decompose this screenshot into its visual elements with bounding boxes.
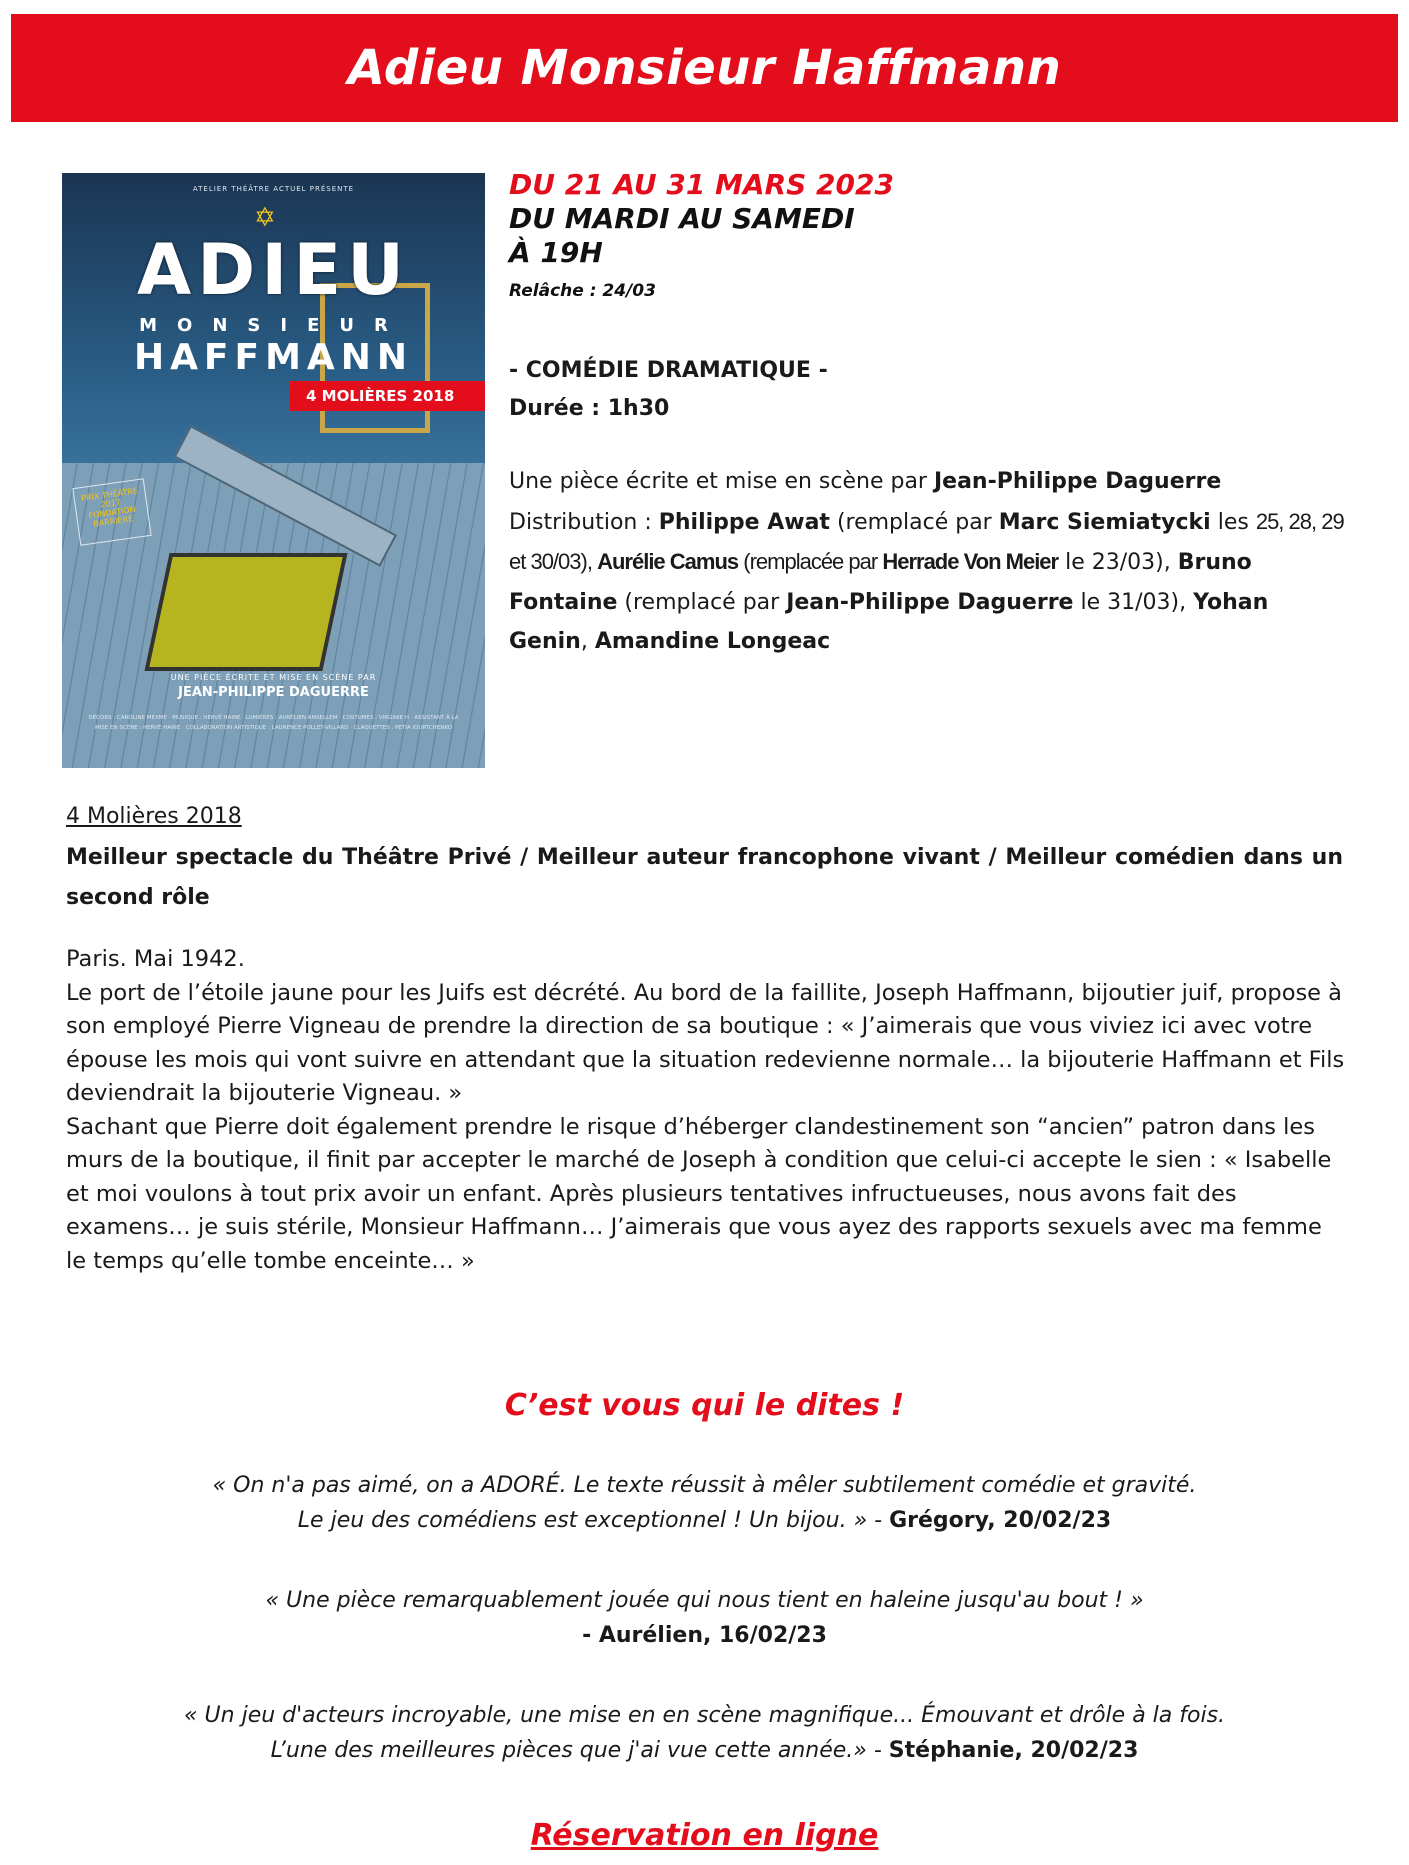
- show-relache: Relâche : 24/03: [509, 281, 656, 301]
- credits-actor: Philippe Awat: [658, 509, 830, 535]
- star-of-david-icon: ✡: [254, 203, 276, 233]
- review-quote: « Une pièce remarquablement jouée qui nous tient en haleine jusqu'au bout ! »: [265, 1588, 1144, 1613]
- credits-author: Jean-Philippe Daguerre: [933, 469, 1222, 494]
- show-genre: - COMÉDIE DRAMATIQUE -: [509, 358, 828, 383]
- credits-dist-label: Distribution :: [509, 509, 659, 535]
- poster-award-band: 4 MOLIÈRES 2018: [290, 381, 485, 411]
- review-author: Stéphanie, 20/02/23: [888, 1738, 1139, 1763]
- credits-actor: Bruno Fontaine: [509, 550, 1252, 615]
- credits-actor: Aurélie Camus: [597, 549, 739, 574]
- poster-title-main: ADIEU: [137, 229, 410, 311]
- show-info: [509, 168, 1354, 662]
- show-dates: DU 21 AU 31 MARS 2023: [509, 168, 894, 201]
- credits-actor: Amandine Longeac: [594, 629, 831, 654]
- header-banner: [11, 14, 1398, 122]
- credits-text: le 31/03),: [1073, 589, 1194, 615]
- page-title: Adieu Monsieur Haffmann: [347, 40, 1062, 96]
- synopsis: [66, 943, 1346, 1278]
- show-poster: [62, 173, 485, 768]
- credits-text: (remplacé par: [829, 509, 999, 535]
- poster-title-mid: MONSIEUR: [139, 315, 408, 336]
- poster-presenter: ATELIER THÉÂTRE ACTUEL PRÉSENTE: [192, 185, 355, 193]
- show-hour: À 19H: [509, 236, 603, 269]
- credits-actor: Yohan Genin: [509, 589, 1269, 654]
- synopsis-paragraph: Le port de l’étoile jaune pour les Juifs est décrété. Au bord de la faillite, Joseph Haffmann, bijoutier juif, propose à son employé Pierre Vigneau de prendre la direction de sa boutique : « J’aimerais que vous viviez ici avec votre épouse les mois qui vont suivre en attendant que la situation redevienne normale… la bijouterie Haffmann et Fils deviendrait la bijouterie Vigneau. »: [66, 979, 1345, 1106]
- review-quote: « On n'a pas aimé, on a ADORÉ. Le texte réussit à mêler subtilement comédie et gravité.: [212, 1473, 1197, 1498]
- credits-separator: ,: [580, 629, 595, 654]
- review-quote: L’une des meilleures pièces que j'ai vue cette année.» -: [270, 1738, 889, 1763]
- credits-text: (remplacé par: [617, 589, 787, 615]
- reservation-link-wrap: [0, 1818, 1409, 1853]
- review-item: [0, 1583, 1409, 1653]
- review-author: Grégory, 20/02/23: [889, 1508, 1112, 1533]
- credits-dates: 25, 28, 29 et 30/03),: [509, 508, 1344, 574]
- review-quote: Le jeu des comédiens est exceptionnel ! Un bijou. » -: [297, 1508, 890, 1533]
- review-quote: « Un jeu d'acteurs incroyable, une mise en en scène magnifique... Émouvant et drôle à la fois.: [183, 1703, 1226, 1728]
- credits-substitute: Herrade Von Meier: [882, 549, 1059, 574]
- poster-credit-line1: UNE PIÈCE ÉCRITE ET MISE EN SCÈNE PAR: [170, 673, 377, 682]
- poster-credit-line2: JEAN-PHILIPPE DAGUERRE: [178, 685, 369, 700]
- credits-substitute: Marc Siemiatycki: [998, 509, 1211, 535]
- show-credits: [509, 462, 1354, 662]
- poster-credit-small: DÉCORS : CAROLINE MEXME · MUSIQUE : HERVÉ HAINE · LUMIÈRES : AURÉLIEN AMSELLEM · COSTUMES : VIRGINIE H · ASSISTANT À LA MISE EN SCÈNE : HERVÉ HAINE · COLLABORATION ARTISTIQUE : LAURENCE POLLET-VILLARD · CLAQUETTES : PETIA IOURTCHENKO: [88, 715, 459, 731]
- credits-intro: Une pièce écrite et mise en scène par: [509, 469, 934, 494]
- show-days: DU MARDI AU SAMEDI: [509, 202, 855, 235]
- review-item: [0, 1468, 1409, 1538]
- show-duration: Durée : 1h30: [509, 396, 670, 421]
- poster-trapdoor: [144, 553, 347, 671]
- credits-substitute: Jean-Philippe Daguerre: [786, 589, 1074, 615]
- poster-prix-badge: PRIX THÉÂTRE 2017 FONDATION BARRIÈRE: [72, 478, 151, 545]
- awards-title: 4 Molières 2018: [66, 804, 242, 829]
- reservation-link[interactable]: Réservation en ligne: [530, 1818, 879, 1853]
- reviews-title: C’est vous qui le dites !: [504, 1388, 905, 1423]
- synopsis-paragraph: Sachant que Pierre doit également prendre le risque d’héberger clandestinement son “ancien” patron dans les murs de la boutique, il finit par accepter le marché de Joseph à condition que celui-ci accepte le sien : « Isabelle et moi voulons à tout prix avoir un enfant. Après plusieurs tentatives infructueuses, nous avons fait des examens… je suis stérile, Monsieur Haffmann… J’aimerais que vous ayez des rapports sexuels avec ma femme le temps qu’elle tombe enceinte… »: [66, 1113, 1332, 1274]
- credits-text: (remplacée par: [738, 549, 883, 574]
- synopsis-paragraph: Paris. Mai 1942.: [66, 946, 245, 972]
- review-author: - Aurélien, 16/02/23: [582, 1623, 827, 1648]
- credits-text: les: [1210, 509, 1256, 535]
- credits-text: le 23/03),: [1058, 550, 1178, 575]
- awards-list: Meilleur spectacle du Théâtre Privé / Meilleur auteur francophone vivant / Meilleur comédien dans un second rôle: [66, 845, 1343, 910]
- review-item: [0, 1698, 1409, 1768]
- poster-title-name: HAFFMANN: [133, 337, 414, 378]
